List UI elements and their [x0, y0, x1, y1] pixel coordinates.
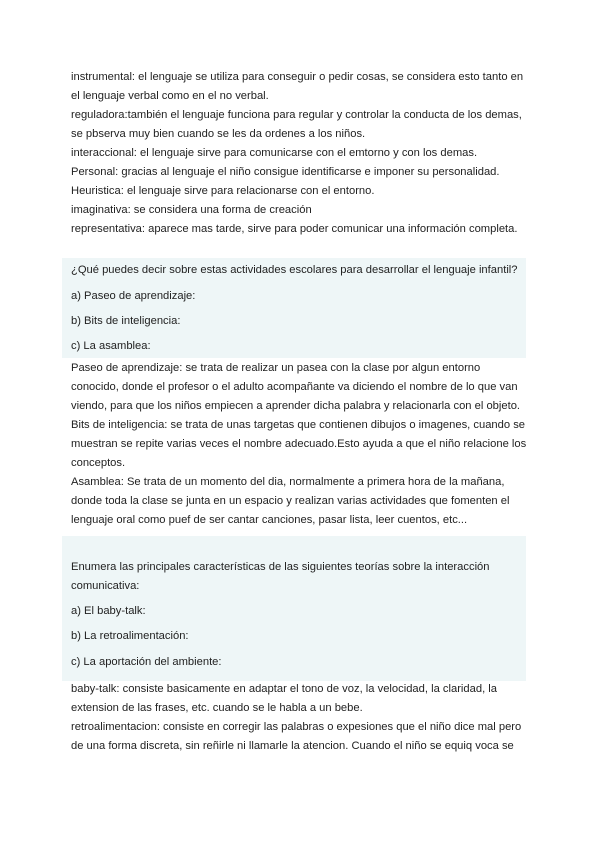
text-line: el lenguaje verbal como en el no verbal.	[71, 90, 269, 102]
question-prompt: comunicativa:	[71, 580, 140, 592]
text-line: Bits de inteligencia: se trata de unas targetas que contienen dibujos o imagenes, cuando se	[71, 419, 526, 431]
text-line: extension de las frases, etc. cuando se le habla a un bebe.	[71, 702, 363, 714]
text-line: Asamblea: Se trata de un momento del dia, normalmente a primera hora de la mañana,	[71, 476, 505, 488]
text-line: imaginativa: se considera una forma de creación	[71, 204, 312, 216]
text-line: conceptos.	[71, 457, 126, 469]
text-line: viendo, para que los niños empiecen a aprender dicha palabra y relacionarla con el objeto.	[71, 400, 521, 412]
text-line: muestran se repite varias veces el nombre adecuado.Esto ayuda a que el niño relacione los	[71, 438, 527, 450]
text-line: instrumental: el lenguaje se utiliza para conseguir o pedir cosas, se considera esto tanto en	[71, 71, 524, 83]
text-line: donde toda la clase se junta en un espacio y realizan varias actividades que fomenten el	[71, 495, 510, 507]
text-line: se pbserva muy bien cuando se les da ordenes a los niños.	[71, 128, 366, 140]
text-line: conocido, donde el profesor o el adulto acompañante va diciendo el nombre de lo que van	[71, 381, 518, 393]
text-line: Personal: gracias al lenguaje el niño consigue identificarse e imponer su personalidad.	[71, 166, 500, 178]
question-item: b) Bits de inteligencia:	[71, 315, 181, 327]
text-line: Paseo de aprendizaje: se trata de realizar un pasea con la clase por algun entorno	[71, 362, 481, 374]
text-line: Heuristica: el lenguaje sirve para relacionarse con el entorno.	[71, 185, 375, 197]
answer-text	[71, 680, 531, 756]
language-functions-text	[71, 68, 531, 239]
question-prompt: Enumera las principales características de las siguientes teorías sobre la interacción	[71, 561, 490, 573]
question-item: c) La asamblea:	[71, 340, 151, 352]
text-line: de una forma discreta, sin reñirle ni llamarle la atencion. Cuando el niño se equiq voca se	[71, 740, 514, 752]
question-item: a) El baby-talk:	[71, 605, 146, 617]
text-line: interaccional: el lenguaje sirve para comunicarse con el emtorno y con los demas.	[71, 147, 478, 159]
question-item: c) La aportación del ambiente:	[71, 656, 222, 668]
question-item: b) La retroalimentación:	[71, 630, 189, 642]
text-line: retroalimentacion: consiste en corregir las palabras o expesiones que el niño dice mal pero	[71, 721, 522, 733]
text-line: baby-talk: consiste basicamente en adaptar el tono de voz, la velocidad, la claridad, la	[71, 683, 497, 695]
question-item: a) Paseo de aprendizaje:	[71, 290, 196, 302]
question-prompt: ¿Qué puedes decir sobre estas actividades escolares para desarrollar el lenguaje infantil?	[71, 264, 518, 276]
text-line: representativa: aparece mas tarde, sirve para poder comunicar una información completa.	[71, 223, 518, 235]
text-line: lenguaje oral como puef de ser cantar canciones, pasar lista, leer cuentos, etc...	[71, 514, 468, 526]
text-line: reguladora:también el lenguaje funciona para regular y controlar la conducta de los demas,	[71, 109, 522, 121]
answer-text	[71, 359, 531, 530]
